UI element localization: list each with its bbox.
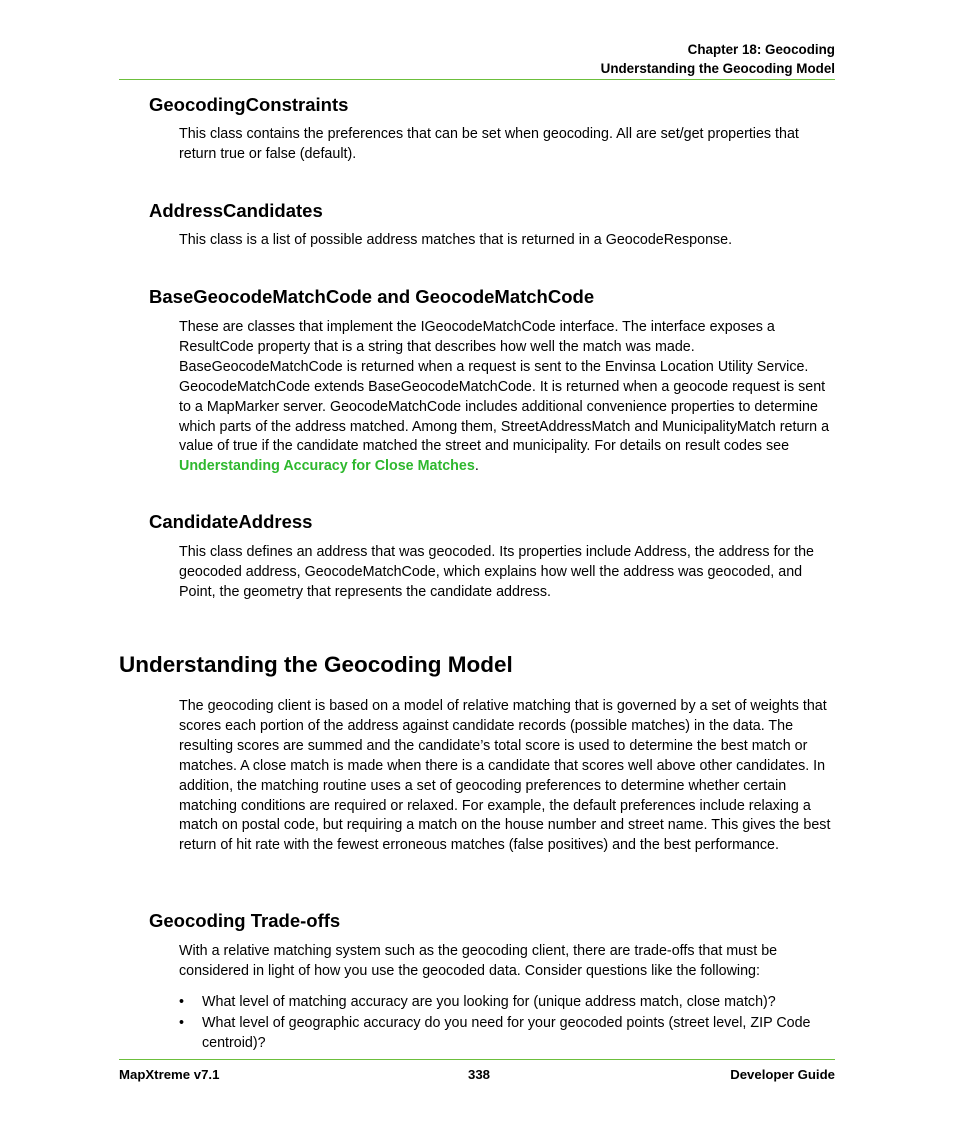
paragraph-trade-offs: With a relative matching system such as the geocoding client, there are trade-offs that must be considered in light of how you use the geocoded data. Consider questions like the following: [179, 943, 778, 979]
header-rule [119, 79, 835, 80]
paragraph-candidate-address: This class defines an address that was geocoded. Its properties include Address, the address for the geocoded address, GeocodeMatchCode, which explains how well the address was geocoded, and Point, the geometry that represents the candidate address. [179, 544, 814, 600]
section-title: Understanding the Geocoding Model [600, 61, 835, 76]
trade-offs-list [179, 993, 839, 1055]
paragraph-geocoding-model: The geocoding client is based on a model of relative matching that is governed by a set of weights that scores each portion of the address against candidate records (possible matches) in the data. The resulting scores are summed and the candidate’s total score is used to determine the best match or matches. A close match is made when there is a candidate that scores well above other candidates. In addition, the matching routine uses a set of geocoding preferences to determine whether certain matching conditions are required or relaxed. For example, the default preferences include relaxing a match on postal code, but requiring a match on the house number and street name. This gives the best return of hit rate with the fewest erroneous matches (false positives) and the best performance. [179, 698, 831, 854]
match-code-text-end: . [474, 458, 479, 475]
paragraph-match-code [179, 318, 839, 477]
bullet-icon: • [179, 994, 185, 1010]
match-code-text: These are classes that implement the IGeocodeMatchCode interface. The interface exposes a ResultCode property that is a string that describes how well the match was made. BaseGeocodeMatchCode is returned when a request is sent to the Envinsa Location Utility Service. GeocodeMatchCode extends BaseGeocodeMatchCode. It is returned when a geocode request is sent to a MapMarker server. GeocodeMatchCode includes additional convenience properties to determine which parts of the address matched. Among them, StreetAddressMatch and MunicipalityMatch return a value of true if the candidate matched the street and municipality. For details on result codes see [179, 319, 830, 455]
heading-candidate-address: CandidateAddress [149, 511, 313, 532]
list-item [179, 1014, 839, 1054]
running-header [601, 40, 835, 78]
paragraph-geocoding-constraints: This class contains the preferences that can be set when geocoding. All are set/get properties that return true or false (default). [179, 126, 799, 162]
close-matches-link[interactable]: Understanding Accuracy for Close Matches [179, 458, 475, 475]
footer-product: MapXtreme v7.1 [119, 1067, 220, 1082]
chapter-title: Chapter 18: Geocoding [687, 42, 835, 57]
list-item-text: What level of geographic accuracy do you need for your geocoded points (street level, ZIP Code centroid)? [202, 1014, 811, 1051]
heading-geocoding-model: Understanding the Geocoding Model [119, 652, 513, 677]
heading-geocoding-constraints: GeocodingConstraints [149, 94, 349, 115]
footer-rule [119, 1059, 835, 1060]
bullet-icon: • [179, 1014, 185, 1031]
footer-guide: Developer Guide [730, 1067, 835, 1082]
list-item [179, 993, 839, 1013]
paragraph-address-candidates: This class is a list of possible address matches that is returned in a GeocodeResponse. [179, 232, 733, 248]
heading-match-code: BaseGeocodeMatchCode and GeocodeMatchCode [149, 286, 595, 307]
list-item-text: What level of matching accuracy are you looking for (unique address match, close match)? [202, 994, 776, 1010]
heading-trade-offs: Geocoding Trade-offs [149, 910, 341, 931]
heading-address-candidates: AddressCandidates [149, 200, 323, 221]
page-number: 338 [468, 1067, 491, 1082]
